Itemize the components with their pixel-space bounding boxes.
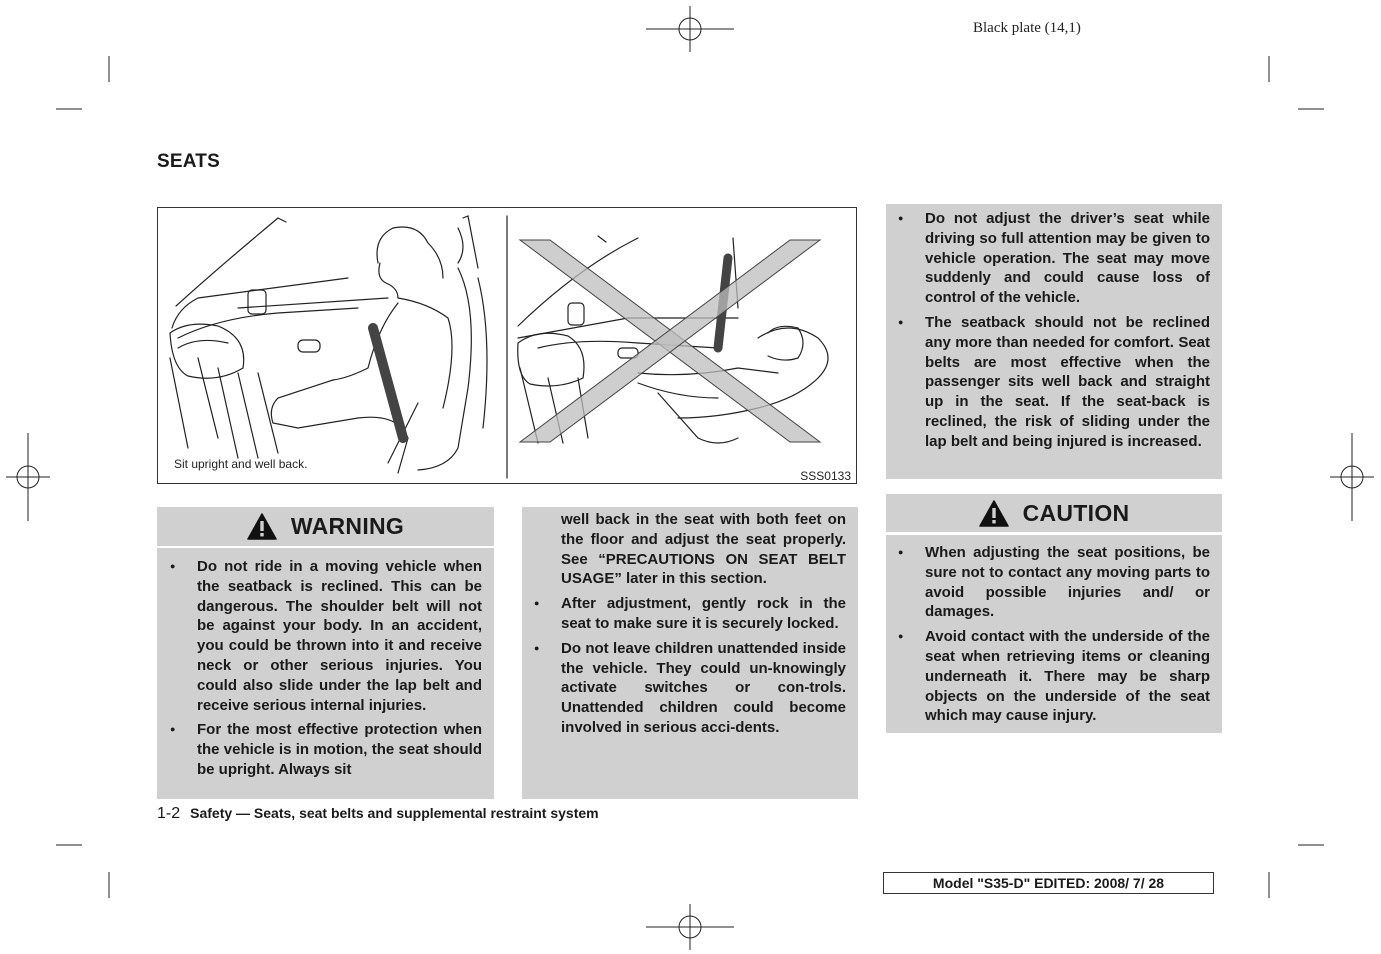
caution-item: ● Avoid contact with the underside of the seat when retrieving items or cleaning underneath it. There may be sharp objects on the underside of the seat which may cause injury. <box>925 627 1210 726</box>
caution-triangle-icon <box>979 500 1009 527</box>
seat-illustration <box>157 207 857 484</box>
page-footer <box>157 805 599 823</box>
caution-header <box>886 494 1222 532</box>
warning-continued <box>522 507 858 799</box>
figure-caption: Sit upright and well back. <box>174 457 308 471</box>
page-number: 1-2 <box>157 805 181 822</box>
chapter-title: Safety — Seats, seat belts and supplemental restraint system <box>190 805 599 821</box>
plate-label: Black plate (14,1) <box>973 20 1081 36</box>
section-title: SEATS <box>157 151 220 172</box>
warning-item: ● Do not leave children unattended inside the vehicle. They could un-knowingly activate switches or con-trols. Unattended children could become involved in serious acci-dents. <box>561 639 846 738</box>
warning-item: ● Do not ride in a moving vehicle when the seatback is reclined. This can be dangerous. The shoulder belt will not be against your body. In an accident, you could be thrown into it and receive neck or other serious injuries. You could also slide under the lap belt and receive serious internal injuries. <box>197 557 482 715</box>
warning-continued-right <box>886 204 1222 479</box>
warning-triangle-icon <box>247 513 277 540</box>
caution-item: ● When adjusting the seat positions, be sure not to contact any moving parts to avoid possible injuries and/ or damages. <box>925 543 1210 622</box>
warning-item: ● The seatback should not be reclined any more than needed for comfort. Seat belts are most effective when the passenger sits well back and straight up in the seat. If the seat-back is reclined, the risk of sliding under the lap belt and being injured is increased. <box>925 313 1210 452</box>
warning-body <box>157 548 494 799</box>
figure-code: SSS0133 <box>800 469 851 483</box>
warning-item: ● For the most effective protection when the vehicle is in motion, the seat should be upright. Always sit <box>197 720 482 779</box>
warning-header <box>157 507 494 546</box>
caution-body <box>886 535 1222 733</box>
seat-drawing <box>158 208 858 485</box>
caution-label: CAUTION <box>1022 499 1130 526</box>
model-edit-box: Model "S35-D" EDITED: 2008/ 7/ 28 <box>883 872 1214 894</box>
warning-item: ● Do not adjust the driver’s seat while driving so full attention may be given to vehicle operation. The seat may move suddenly and could cause loss of control of the vehicle. <box>925 209 1210 308</box>
warning-continuation: well back in the seat with both feet on the floor and adjust the seat properly. See “PRECAUTIONS ON SEAT BELT USAGE” later in this section. <box>561 511 846 588</box>
warning-item: ● After adjustment, gently rock in the seat to make sure it is securely locked. <box>561 594 846 634</box>
warning-label: WARNING <box>290 513 405 539</box>
